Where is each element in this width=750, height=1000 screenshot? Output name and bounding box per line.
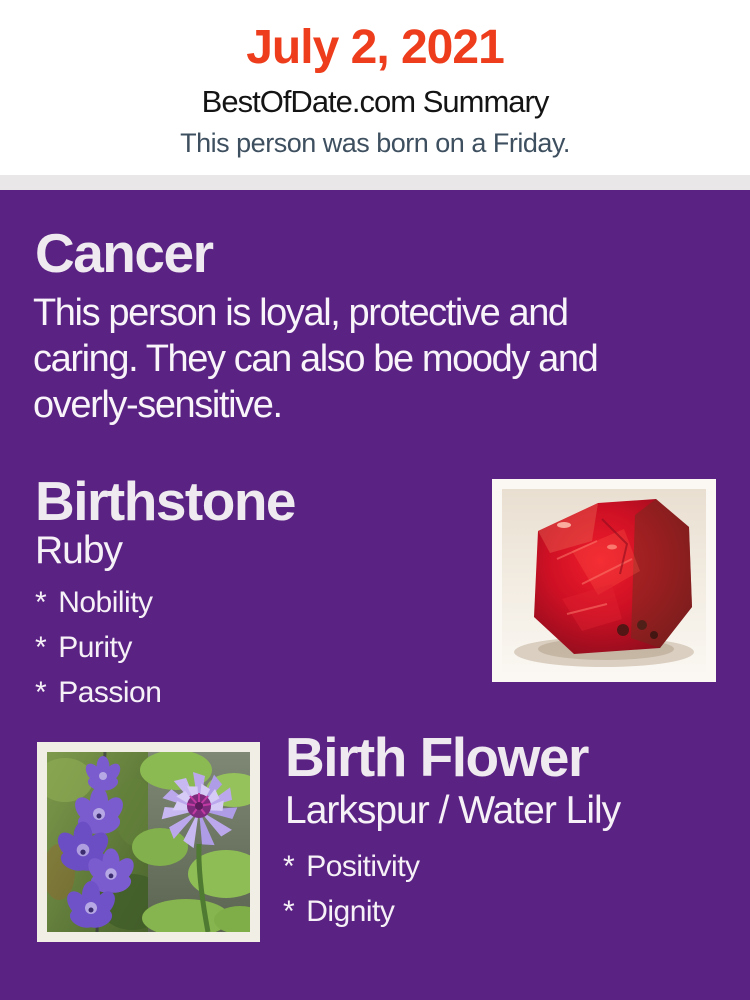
list-item: [283, 889, 420, 934]
birthstone-name: Ruby: [35, 529, 123, 572]
trait-label: Purity: [58, 631, 132, 664]
trait-label: Passion: [58, 676, 162, 709]
divider-bar: [0, 175, 750, 190]
list-item: [35, 625, 161, 670]
birth-flower-name: Larkspur / Water Lily: [285, 789, 621, 832]
bullet-asterisk: *: [35, 631, 47, 664]
bullet-asterisk: *: [35, 586, 47, 619]
birthstone-trait-list: [35, 580, 161, 715]
bullet-asterisk: *: [283, 850, 295, 883]
details-panel: [0, 190, 750, 1000]
bullet-asterisk: *: [283, 895, 295, 928]
birthstone-heading: Birthstone: [35, 470, 295, 532]
zodiac-sign-heading: Cancer: [35, 222, 213, 284]
ruby-gemstone-photo: [492, 479, 716, 682]
born-day-note: This person was born on a Friday.: [180, 128, 570, 158]
birth-flower-trait-list: [283, 844, 420, 934]
list-item: [35, 670, 161, 715]
trait-label: Dignity: [306, 895, 395, 928]
birth-flower-illustration: [47, 752, 250, 932]
site-summary-title: BestOfDate.com Summary: [201, 84, 549, 119]
trait-label: Nobility: [58, 586, 153, 619]
list-item: [35, 580, 161, 625]
zodiac-description: This person is loyal, protective and caring. They can also be moody and overly-sensitive.: [33, 292, 598, 426]
list-item: [283, 844, 420, 889]
page-title: July 2, 2021: [246, 21, 504, 74]
ruby-gemstone-illustration: [502, 489, 706, 672]
bullet-asterisk: *: [35, 676, 47, 709]
birth-flower-heading: Birth Flower: [285, 726, 588, 788]
trait-label: Positivity: [306, 850, 420, 883]
larkspur-water-lily-photo: [37, 742, 260, 942]
